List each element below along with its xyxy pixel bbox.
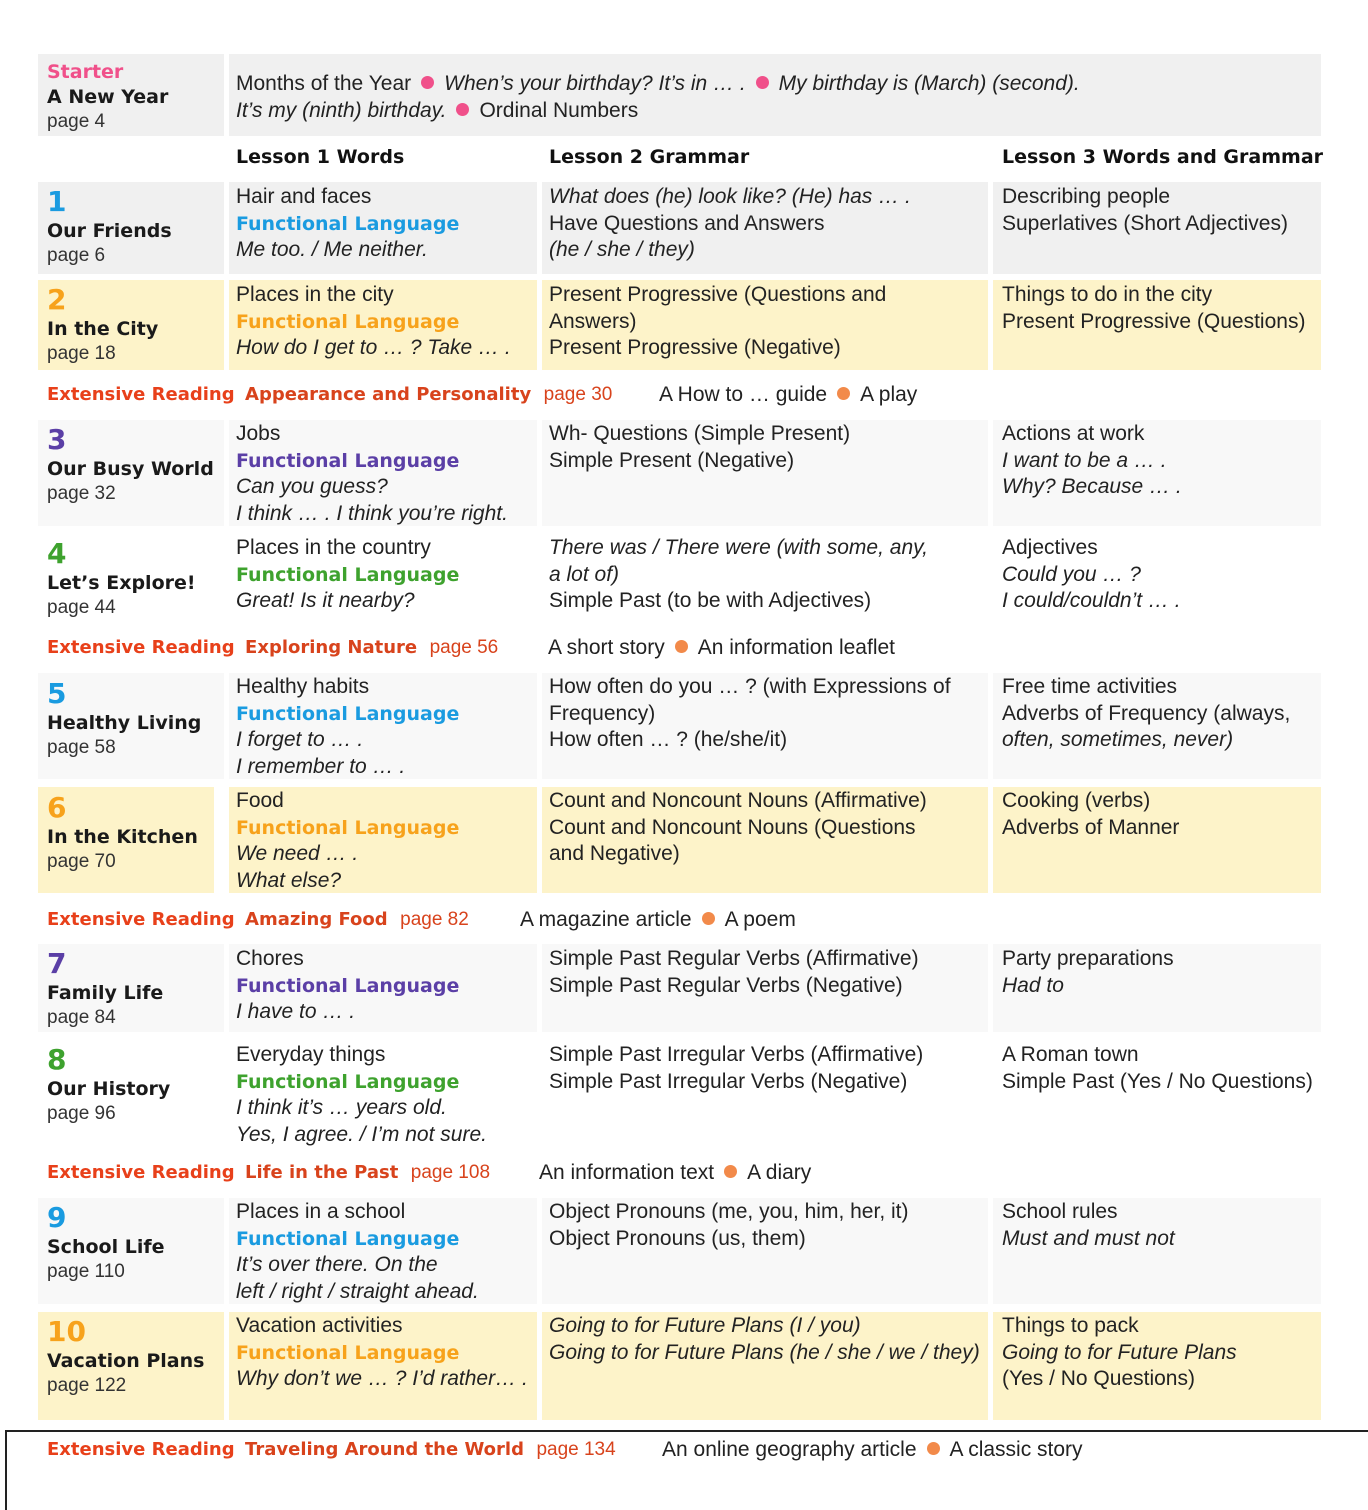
grammar-line: What does (he) look like? (He) has … .: [549, 185, 911, 208]
unit-title: School Life: [47, 1236, 165, 1258]
extensive-reading-label: Extensive Reading: [47, 384, 235, 405]
unit-page: page 110: [47, 1261, 125, 1282]
unit-1-lesson-1: [236, 184, 459, 264]
lesson-3-line: A Roman town: [1002, 1043, 1139, 1066]
unit-5-lesson-1: [236, 674, 459, 780]
unit-title: In the Kitchen: [47, 826, 198, 848]
reading-item: A diary: [747, 1161, 812, 1184]
lesson-3-line: Actions at work: [1002, 422, 1145, 445]
grammar-line: How often … ? (he/she/it): [549, 728, 788, 751]
bullet-dot-icon: [724, 1165, 737, 1178]
unit-9-lesson-1: [236, 1199, 479, 1305]
extensive-reading-title: Appearance and Personality: [245, 384, 532, 405]
starter-page: page 4: [47, 111, 106, 132]
phrase: Great! Is it nearby?: [236, 589, 415, 612]
reading-item: A play: [860, 383, 918, 406]
unit-9-header: [47, 1202, 164, 1284]
extensive-reading-items: [520, 907, 796, 933]
grammar-line: Simple Past Regular Verbs (Affirmative): [549, 947, 919, 970]
unit-number: 7: [47, 947, 67, 980]
starter-item: My birthday is (March) (second).: [778, 72, 1080, 95]
unit-number: 4: [47, 537, 67, 570]
functional-language-label: Functional Language: [236, 816, 460, 839]
grammar-line: How often do you … ? (with Expressions of: [549, 675, 951, 698]
unit-8-lesson-3: [1002, 1042, 1313, 1095]
unit-number: 9: [47, 1201, 67, 1234]
unit-4-lesson-2: [549, 535, 928, 615]
unit-title: Vacation Plans: [47, 1350, 205, 1372]
extensive-reading-items: [548, 635, 895, 661]
functional-language-label: Functional Language: [236, 702, 460, 725]
unit-9-lesson-2: [549, 1199, 908, 1252]
phrase: I forget to … .: [236, 728, 364, 751]
functional-language-label: Functional Language: [236, 1341, 460, 1364]
starter-header: [47, 60, 168, 134]
lesson-3-line: often, sometimes, never): [1002, 728, 1234, 751]
vocab-topic: Jobs: [236, 422, 281, 445]
grammar-line: (he / she / they): [549, 238, 695, 261]
grammar-line: Simple Past Irregular Verbs (Affirmative): [549, 1043, 924, 1066]
phrase: I remember to … .: [236, 754, 406, 778]
extensive-reading-title: Life in the Past: [245, 1162, 399, 1183]
reading-item: An online geography article: [662, 1438, 917, 1461]
extensive-reading-title: Traveling Around the World: [245, 1439, 524, 1460]
unit-title: Let’s Explore!: [47, 572, 196, 594]
lesson-3-line: Adjectives: [1002, 536, 1098, 559]
unit-10-lesson-1: [236, 1313, 528, 1393]
extensive-reading-items: [539, 1160, 811, 1186]
lesson-3-line: Cooking (verbs): [1002, 789, 1151, 812]
unit-8-lesson-2: [549, 1042, 923, 1095]
unit-page: page 70: [47, 851, 116, 872]
bullet-dot-icon: [421, 76, 434, 89]
phrase: Me too. / Me neither.: [236, 238, 428, 261]
vocab-topic: Places in a school: [236, 1200, 406, 1223]
unit-3-lesson-3: [1002, 421, 1182, 501]
unit-page: page 122: [47, 1375, 127, 1396]
unit-title: Our Friends: [47, 220, 172, 242]
unit-number: 8: [47, 1043, 67, 1076]
header-lesson-3: Lesson 3 Words and Grammar: [1002, 146, 1324, 168]
unit-4-lesson-3: [1002, 535, 1181, 615]
extensive-reading-page: page 82: [400, 909, 469, 930]
unit-1-lesson-3: [1002, 184, 1288, 237]
unit-page: page 32: [47, 483, 116, 504]
extensive-reading-row: [47, 382, 612, 408]
unit-1-lesson-2: [549, 184, 911, 264]
grammar-line: Present Progressive (Questions and: [549, 283, 887, 306]
extensive-reading-row: [47, 1437, 616, 1463]
lesson-3-line: Had to: [1002, 973, 1064, 997]
unit-1-header: [47, 186, 172, 268]
phrase: I think … . I think you’re right.: [236, 501, 508, 525]
unit-7-lesson-2: [549, 946, 919, 999]
phrase: I have to … .: [236, 1000, 356, 1023]
unit-number: 10: [47, 1315, 86, 1348]
lesson-3-line: Simple Past (Yes / No Questions): [1002, 1069, 1313, 1093]
bullet-dot-icon: [675, 640, 688, 653]
extensive-reading-row: [47, 1160, 490, 1186]
unit-7-lesson-1: [236, 946, 459, 1026]
unit-4-header: [47, 538, 196, 620]
extensive-reading-label: Extensive Reading: [47, 637, 235, 658]
extensive-reading-row: [47, 635, 498, 661]
unit-7-lesson-3: [1002, 946, 1174, 999]
functional-language-label: Functional Language: [236, 449, 460, 472]
lesson-3-line: Adverbs of Manner: [1002, 815, 1180, 839]
extensive-reading-page: page 134: [536, 1439, 616, 1460]
grammar-line: Simple Past Regular Verbs (Negative): [549, 973, 903, 997]
lesson-3-line: Party preparations: [1002, 947, 1174, 970]
vocab-topic: Places in the country: [236, 536, 431, 559]
unit-2-lesson-2: [549, 282, 886, 362]
unit-page: page 58: [47, 737, 116, 758]
unit-2-lesson-3: [1002, 282, 1305, 335]
grammar-line: Count and Noncount Nouns (Questions: [549, 815, 916, 839]
vocab-topic: Food: [236, 789, 284, 812]
bullet-dot-icon: [837, 387, 850, 400]
vocab-topic: Everyday things: [236, 1043, 386, 1066]
unit-8-header: [47, 1044, 170, 1126]
bullet-dot-icon: [456, 103, 469, 116]
extensive-reading-items: [659, 382, 917, 408]
starter-item: Months of the Year: [236, 72, 412, 95]
unit-7-header: [47, 948, 163, 1030]
unit-10-header: [47, 1316, 204, 1398]
grammar-line: Have Questions and Answers: [549, 211, 825, 235]
unit-5-lesson-2: [549, 674, 951, 754]
lesson-3-line: Present Progressive (Questions): [1002, 309, 1306, 333]
grammar-line: Wh- Questions (Simple Present): [549, 422, 851, 445]
functional-language-label: Functional Language: [236, 212, 460, 235]
lesson-3-line: Free time activities: [1002, 675, 1178, 698]
unit-8-lesson-1: [236, 1042, 487, 1148]
extensive-reading-items: [662, 1437, 1083, 1463]
starter-label: Starter: [47, 61, 124, 83]
functional-language-label: Functional Language: [236, 1070, 460, 1093]
unit-6-header: [47, 792, 198, 874]
starter-line-2: [236, 98, 638, 125]
bullet-dot-icon: [756, 76, 769, 89]
unit-number: 2: [47, 283, 67, 316]
unit-title: Family Life: [47, 982, 164, 1004]
phrase: Yes, I agree. / I’m not sure.: [236, 1122, 487, 1146]
phrase: Can you guess?: [236, 475, 388, 498]
phrase: We need … .: [236, 842, 359, 865]
starter-line-1: [236, 71, 1080, 98]
unit-6-lesson-3: [1002, 788, 1179, 841]
functional-language-label: Functional Language: [236, 563, 460, 586]
starter-item: It’s my (ninth) birthday.: [236, 99, 447, 122]
extensive-reading-label: Extensive Reading: [47, 1162, 235, 1183]
reading-item: A classic story: [949, 1438, 1083, 1461]
functional-language-label: Functional Language: [236, 310, 460, 333]
unit-5-lesson-3: [1002, 674, 1290, 754]
grammar-line: Answers): [549, 309, 637, 333]
unit-3-lesson-2: [549, 421, 850, 474]
lesson-3-line: Why? Because … .: [1002, 475, 1182, 498]
unit-page: page 96: [47, 1103, 116, 1124]
grammar-line: and Negative): [549, 842, 680, 865]
vocab-topic: Places in the city: [236, 283, 394, 306]
reading-item: A short story: [548, 636, 665, 659]
grammar-line: Frequency): [549, 701, 656, 725]
header-lesson-2: Lesson 2 Grammar: [549, 146, 750, 168]
unit-number: 5: [47, 677, 67, 710]
reading-item: An information leaflet: [697, 636, 895, 659]
lesson-3-line: Describing people: [1002, 185, 1171, 208]
grammar-line: There was / There were (with some, any,: [549, 536, 928, 559]
grammar-line: Count and Noncount Nouns (Affirmative): [549, 789, 927, 812]
grammar-line: Simple Past Irregular Verbs (Negative): [549, 1069, 908, 1093]
grammar-line: Simple Present (Negative): [549, 448, 795, 472]
lesson-3-line: Could you … ?: [1002, 562, 1141, 586]
lesson-3-line: Going to for Future Plans: [1002, 1340, 1237, 1364]
phrase: I think it’s … years old.: [236, 1096, 447, 1119]
grammar-line: Going to for Future Plans (I / you): [549, 1314, 861, 1337]
lesson-3-line: Things to do in the city: [1002, 283, 1213, 306]
unit-10-lesson-3: [1002, 1313, 1237, 1393]
unit-3-header: [47, 424, 214, 506]
phrase: left / right / straight ahead.: [236, 1279, 479, 1303]
starter-title: A New Year: [47, 86, 169, 108]
unit-page: page 6: [47, 245, 106, 266]
unit-6-lesson-1: [236, 788, 459, 894]
extensive-reading-page: page 30: [543, 384, 613, 405]
lesson-3-line: I want to be a … .: [1002, 448, 1167, 472]
extensive-reading-page: page 56: [429, 637, 499, 658]
unit-title: Healthy Living: [47, 712, 202, 734]
unit-2-header: [47, 284, 158, 366]
unit-2-lesson-1: [236, 282, 511, 362]
unit-6-lesson-2: [549, 788, 927, 868]
unit-10-lesson-2: [549, 1313, 980, 1366]
vocab-topic: Hair and faces: [236, 185, 372, 208]
extensive-reading-title: Amazing Food: [245, 909, 388, 930]
unit-title: In the City: [47, 318, 159, 340]
unit-5-header: [47, 678, 201, 760]
reading-item: A magazine article: [520, 908, 692, 931]
grammar-line: Object Pronouns (me, you, him, her, it): [549, 1200, 909, 1223]
extensive-reading-row: [47, 907, 469, 933]
unit-9-lesson-3: [1002, 1199, 1175, 1252]
reading-item: A poem: [724, 908, 796, 931]
starter-item: Ordinal Numbers: [479, 99, 639, 122]
unit-page: page 18: [47, 343, 116, 364]
reading-item: A How to … guide: [659, 383, 828, 406]
extensive-reading-label: Extensive Reading: [47, 1439, 235, 1460]
vocab-topic: Healthy habits: [236, 675, 370, 698]
grammar-line: a lot of): [549, 562, 620, 586]
lesson-3-line: School rules: [1002, 1200, 1118, 1223]
extensive-reading-page: page 108: [410, 1162, 491, 1183]
grammar-line: Object Pronouns (us, them): [549, 1226, 806, 1250]
unit-title: Our Busy World: [47, 458, 214, 480]
lesson-3-line: Adverbs of Frequency (always,: [1002, 701, 1291, 725]
unit-title: Our History: [47, 1078, 171, 1100]
extensive-reading-title: Exploring Nature: [245, 637, 418, 658]
functional-language-label: Functional Language: [236, 974, 460, 997]
extensive-reading-label: Extensive Reading: [47, 909, 235, 930]
lesson-3-line: Things to pack: [1002, 1314, 1139, 1337]
vocab-topic: Chores: [236, 947, 304, 970]
phrase: Why don’t we … ? I’d rather… .: [236, 1367, 528, 1390]
starter-item: When’s your birthday? It’s in … .: [444, 72, 746, 95]
lesson-3-line: Superlatives (Short Adjectives): [1002, 211, 1288, 235]
phrase: What else?: [236, 868, 342, 892]
unit-number: 6: [47, 791, 67, 824]
grammar-line: Simple Past (to be with Adjectives): [549, 589, 872, 612]
bullet-dot-icon: [702, 912, 715, 925]
grammar-line: Going to for Future Plans (he / she / we / they): [549, 1340, 980, 1364]
header-lesson-1: Lesson 1 Words: [236, 146, 405, 168]
unit-number: 3: [47, 423, 67, 456]
unit-page: page 84: [47, 1007, 116, 1028]
grammar-line: Present Progressive (Negative): [549, 336, 841, 359]
unit-3-lesson-1: [236, 421, 508, 527]
lesson-3-line: (Yes / No Questions): [1002, 1367, 1195, 1390]
vocab-topic: Vacation activities: [236, 1314, 403, 1337]
bullet-dot-icon: [927, 1442, 940, 1455]
reading-item: An information text: [539, 1161, 715, 1184]
phrase: How do I get to … ? Take … .: [236, 336, 511, 359]
lesson-3-line: I could/couldn’t … .: [1002, 589, 1181, 612]
unit-page: page 44: [47, 597, 116, 618]
phrase: It’s over there. On the: [236, 1253, 438, 1276]
lesson-3-line: Must and must not: [1002, 1226, 1175, 1250]
unit-4-lesson-1: [236, 535, 459, 615]
unit-number: 1: [47, 185, 67, 218]
functional-language-label: Functional Language: [236, 1227, 460, 1250]
